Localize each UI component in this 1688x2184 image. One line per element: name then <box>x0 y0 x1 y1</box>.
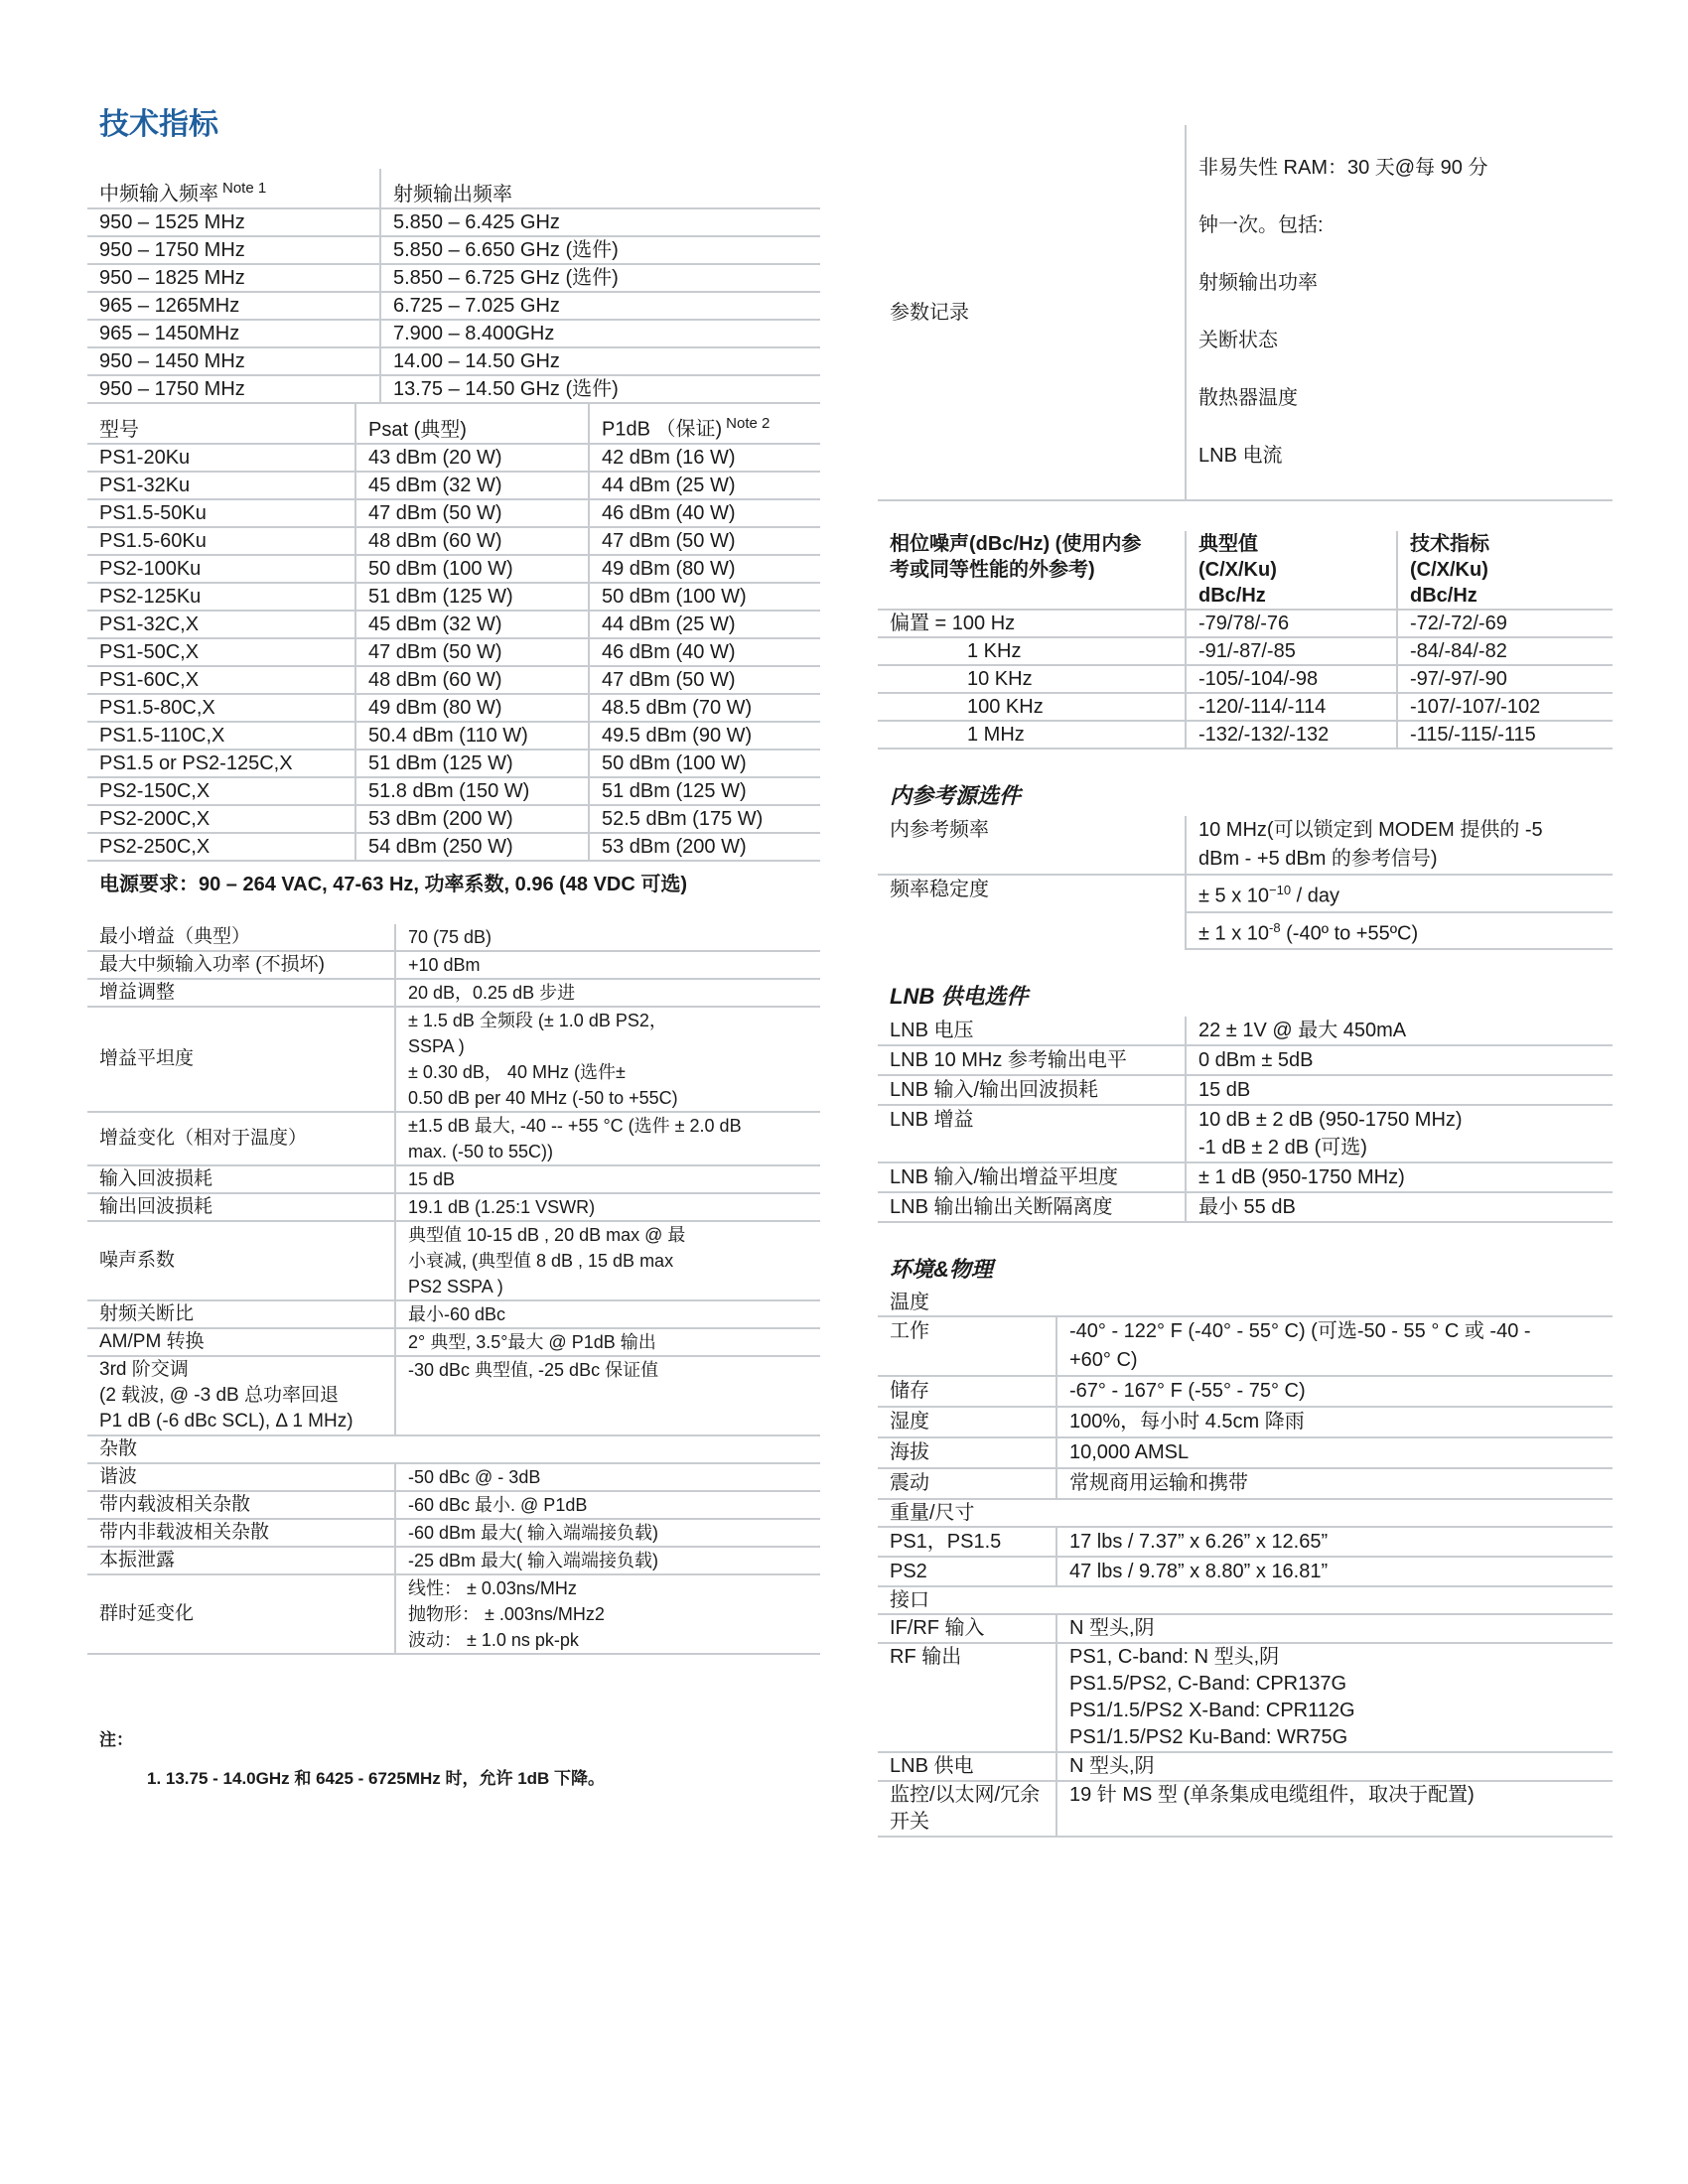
rf-output-range: 13.75 – 14.50 GHz (选件) <box>380 375 820 403</box>
psat-value: 51.8 dBm (150 W) <box>355 777 589 805</box>
p1db-value: 50 dBm (100 W) <box>589 583 820 611</box>
param-log-label: 参数记录 <box>878 125 1186 500</box>
conn-value: PS1, C-band: N 型头,阴 PS1.5/PS2, C-Band: CPR137G PS1/1.5/PS2 X-Band: CPR112G PS1/1.5/PS2 Ku-Band: WR75G <box>1056 1643 1613 1752</box>
model-table <box>87 404 820 862</box>
psat-value: 49 dBm (80 W) <box>355 694 589 722</box>
model-name: PS1-32C,X <box>87 611 355 638</box>
frequency-row <box>87 320 820 347</box>
model-name: PS2-150C,X <box>87 777 355 805</box>
psat-value: 50.4 dBm (110 W) <box>355 722 589 750</box>
temp-row <box>878 1437 1613 1468</box>
rf-output-range: 6.725 – 7.025 GHz <box>380 292 820 320</box>
weight-row <box>878 1527 1613 1557</box>
temp-value: -67° - 167° F (-55° - 75° C) <box>1056 1376 1613 1407</box>
p1db-value: 49 dBm (80 W) <box>589 555 820 583</box>
model-row <box>87 527 820 555</box>
spec-value: -30 dBc 典型值, -25 dBc 保证值 <box>395 1356 820 1435</box>
stability-tail-2: (-40º to +55ºC) <box>1280 922 1419 945</box>
p1db-value: 53 dBm (200 W) <box>589 833 820 861</box>
psat-value: 50 dBm (100 W) <box>355 555 589 583</box>
ref-stability-row-2 <box>878 912 1613 950</box>
spurious-row <box>87 1547 820 1574</box>
typical-value: -105/-104/-98 <box>1186 665 1397 693</box>
model-row <box>87 555 820 583</box>
weight-item: PS1，PS1.5 <box>878 1527 1056 1557</box>
conn-row <box>878 1614 1613 1643</box>
model-name: PS1.5-80C,X <box>87 694 355 722</box>
psat-value: 51 dBm (125 W) <box>355 583 589 611</box>
spec-header: 技术指标 (C/X/Ku) dBc/Hz <box>1397 531 1613 610</box>
model-row <box>87 722 820 750</box>
if-input-range: 965 – 1265MHz <box>87 292 380 320</box>
model-row <box>87 472 820 499</box>
param-log-line: 非易失性 RAM：30 天@每 90 分 <box>1198 157 1488 179</box>
typical-header: 典型值 (C/X/Ku) dBc/Hz <box>1186 531 1397 610</box>
spurious-row <box>87 1574 820 1654</box>
spec-label: 射频关断比 <box>87 1300 395 1328</box>
spec-value: 2° 典型, 3.5°最大 @ P1dB 输出 <box>395 1328 820 1356</box>
p1db-value: 42 dBm (16 W) <box>589 444 820 472</box>
typical-value: -79/78/-76 <box>1186 610 1397 637</box>
spec-value: -72/-72/-69 <box>1397 610 1613 637</box>
spurious-label: 带内载波相关杂散 <box>87 1491 395 1519</box>
param-log-table <box>878 125 1613 501</box>
p1db-value: 47 dBm (50 W) <box>589 666 820 694</box>
notes-label: 注： <box>99 1730 133 1749</box>
if-input-range: 965 – 1450MHz <box>87 320 380 347</box>
conn-item: 监控/以太网/冗余 开关 <box>878 1781 1056 1837</box>
param-log-line: 射频输出功率 <box>1198 272 1318 294</box>
temp-row <box>878 1376 1613 1407</box>
spec-row <box>87 1112 820 1165</box>
offset-label: 100 KHz <box>878 693 1186 721</box>
p1db-value: 48.5 dBm (70 W) <box>589 694 820 722</box>
note-item: 1. 13.75 - 14.0GHz 和 6425 - 6725MHz 时，允许 1dB 下降。 <box>147 1769 606 1788</box>
spurious-label: 谐波 <box>87 1463 395 1491</box>
model-row <box>87 750 820 777</box>
temp-item: 湿度 <box>878 1407 1056 1437</box>
phase-noise-row <box>878 665 1613 693</box>
conn-row <box>878 1643 1613 1752</box>
spec-row <box>87 1300 820 1328</box>
temp-item: 工作 <box>878 1316 1056 1376</box>
phase-noise-row <box>878 610 1613 637</box>
spec-label: 3rd 阶交调 (2 载波, @ -3 dB 总功率回退 P1 dB (-6 dBc SCL), Δ 1 MHz) <box>87 1356 395 1435</box>
spurious-label: 群时延变化 <box>87 1574 395 1654</box>
temp-label: 温度 <box>878 1290 1613 1316</box>
lnb-label: LNB 输入/输出增益平坦度 <box>878 1162 1186 1192</box>
temp-value: 100%，每小时 4.5cm 降雨 <box>1056 1407 1613 1437</box>
rf-output-header: 射频输出频率 <box>380 169 820 208</box>
temp-row <box>878 1316 1613 1376</box>
p1db-value: 52.5 dBm (175 W) <box>589 805 820 833</box>
ref-freq-label: 内参考频率 <box>878 816 1186 875</box>
spec-value: ±1.5 dB 最大, -40 -- +55 °C (选件 ± 2.0 dB max. (-50 to 55C)) <box>395 1112 820 1165</box>
phase-noise-title: 相位噪声(dBc/Hz) (使用内参 考或同等性能的外参考) <box>878 531 1186 610</box>
spec-value: -115/-115/-115 <box>1397 721 1613 749</box>
typical-value: -132/-132/-132 <box>1186 721 1397 749</box>
typical-value: -91/-87/-85 <box>1186 637 1397 665</box>
temp-item: 震动 <box>878 1468 1056 1499</box>
param-log-line: 关断状态 <box>1198 330 1278 351</box>
model-name: PS1-32Ku <box>87 472 355 499</box>
lnb-value: 15 dB <box>1186 1075 1613 1105</box>
spec-row <box>87 1328 820 1356</box>
stability-value-2: ± 1 x 10 <box>1198 922 1270 945</box>
internal-ref-table <box>878 816 1613 950</box>
temp-row <box>878 1468 1613 1499</box>
offset-label: 1 MHz <box>878 721 1186 749</box>
spurious-value: 线性： ± 0.03ns/MHz 抛物形： ± .003ns/MHz2 波动： ± 1.0 ns pk-pk <box>395 1574 820 1654</box>
psat-value: 45 dBm (32 W) <box>355 472 589 499</box>
typical-value: -120/-114/-114 <box>1186 693 1397 721</box>
phase-noise-row <box>878 721 1613 749</box>
p1db-value: 46 dBm (40 W) <box>589 499 820 527</box>
stability-tail-1: / day <box>1291 885 1339 907</box>
psat-header: Psat (典型) <box>355 404 589 444</box>
model-name: PS1.5 or PS2-125C,X <box>87 750 355 777</box>
lnb-label: LNB 输入/输出回波损耗 <box>878 1075 1186 1105</box>
spec-row <box>87 1356 820 1435</box>
if-input-header: 中频输入频率 <box>99 184 218 205</box>
spec-value: ± 1.5 dB 全频段 (± 1.0 dB PS2， SSPA ) ± 0.30 dB， 40 MHz (选件± 0.50 dB per 40 MHz (-50 to +55C) <box>395 1007 820 1112</box>
rf-output-range: 14.00 – 14.50 GHz <box>380 347 820 375</box>
right-column <box>878 125 1613 1838</box>
param-log-line: 钟一次。包括: <box>1198 214 1324 236</box>
ref-stability-label: 频率稳定度 <box>890 879 989 900</box>
spec-row <box>87 1221 820 1300</box>
conn-item: IF/RF 输入 <box>878 1614 1056 1643</box>
conn-value: 19 针 MS 型 (单条集成电缆组件，取决于配置) <box>1056 1781 1613 1837</box>
lnb-table <box>878 1017 1613 1223</box>
phase-noise-header <box>878 531 1613 610</box>
ref-freq-value: 10 MHz(可以锁定到 MODEM 提供的 -5 dBm - +5 dBm 的参考信号) <box>1186 816 1613 875</box>
notes <box>99 1725 605 1789</box>
spurious-value: -60 dBc 最小. @ P1dB <box>395 1491 820 1519</box>
temp-value: -40° - 122° F (-40° - 55° C) (可选-50 - 55 ° C 或 -40 - +60° C) <box>1056 1316 1613 1376</box>
model-name: PS2-200C,X <box>87 805 355 833</box>
internal-ref-title: 内参考源选件 <box>890 783 1022 808</box>
spurious-row <box>87 1491 820 1519</box>
spec-label: AM/PM 转换 <box>87 1328 395 1356</box>
spec-row <box>87 924 820 951</box>
frequency-row <box>87 208 820 236</box>
rf-output-range: 5.850 – 6.650 GHz (选件) <box>380 236 820 264</box>
spurious-label: 杂散 <box>87 1435 820 1463</box>
weight-row <box>878 1557 1613 1586</box>
psat-value: 54 dBm (250 W) <box>355 833 589 861</box>
psat-value: 53 dBm (200 W) <box>355 805 589 833</box>
spec-label: 增益调整 <box>87 979 395 1007</box>
p1db-value: 50 dBm (100 W) <box>589 750 820 777</box>
if-input-range: 950 – 1750 MHz <box>87 375 380 403</box>
model-name: PS1-60C,X <box>87 666 355 694</box>
p1db-value: 51 dBm (125 W) <box>589 777 820 805</box>
power-requirement: 电源要求：90 – 264 VAC, 47-63 Hz, 功率系数, 0.96 (48 VDC 可选) <box>99 874 688 895</box>
psat-value: 43 dBm (20 W) <box>355 444 589 472</box>
spurious-value: -50 dBc @ - 3dB <box>395 1463 820 1491</box>
spec-value: +10 dBm <box>395 951 820 979</box>
stability-exp-1: −10 <box>1269 883 1292 897</box>
rf-output-range: 7.900 – 8.400GHz <box>380 320 820 347</box>
psat-value: 45 dBm (32 W) <box>355 611 589 638</box>
temp-row <box>878 1407 1613 1437</box>
temp-item: 储存 <box>878 1376 1056 1407</box>
spec-value: 最小-60 dBc <box>395 1300 820 1328</box>
env-title: 环境&物理 <box>890 1257 993 1283</box>
psat-value: 47 dBm (50 W) <box>355 638 589 666</box>
page-title: 技术指标 <box>99 108 218 141</box>
lnb-label: LNB 输出输出关断隔离度 <box>878 1192 1186 1222</box>
conn-item: LNB 供电 <box>878 1752 1056 1781</box>
ref-freq-row <box>878 816 1613 875</box>
model-name: PS1.5-60Ku <box>87 527 355 555</box>
conn-group-row <box>878 1586 1613 1614</box>
psat-value: 51 dBm (125 W) <box>355 750 589 777</box>
spurious-label: 带内非载波相关杂散 <box>87 1519 395 1547</box>
p1db-header: P1dB （保证) <box>602 419 723 441</box>
model-row <box>87 499 820 527</box>
frequency-row <box>87 236 820 264</box>
spec-value: 20 dB，0.25 dB 步进 <box>395 979 820 1007</box>
weight-group-row <box>878 1499 1613 1527</box>
model-row <box>87 833 820 861</box>
model-table-header <box>87 404 820 444</box>
spurious-row <box>87 1463 820 1491</box>
spec-label: 最大中频输入功率 (不损坏) <box>87 951 395 979</box>
spec-label: 增益变化（相对于温度） <box>87 1112 395 1165</box>
lnb-label: LNB 10 MHz 参考输出电平 <box>878 1045 1186 1075</box>
spurious-row <box>87 1519 820 1547</box>
model-row <box>87 777 820 805</box>
p1db-value: 49.5 dBm (90 W) <box>589 722 820 750</box>
spec-value: -84/-84/-82 <box>1397 637 1613 665</box>
stability-exp-2: -8 <box>1269 919 1281 935</box>
if-input-range: 950 – 1750 MHz <box>87 236 380 264</box>
weight-value: 47 lbs / 9.78” x 8.80” x 16.81” <box>1056 1557 1613 1586</box>
if-input-range: 950 – 1525 MHz <box>87 208 380 236</box>
env-table <box>878 1290 1613 1838</box>
frequency-row <box>87 375 820 403</box>
spec-row <box>87 951 820 979</box>
conn-label: 接口 <box>878 1586 1613 1614</box>
note-2-ref: Note 2 <box>726 415 771 433</box>
lnb-label: LNB 增益 <box>878 1105 1186 1162</box>
frequency-table <box>87 169 820 404</box>
lnb-value: 0 dBm ± 5dB <box>1186 1045 1613 1075</box>
left-column <box>87 169 820 1655</box>
temp-group-row <box>878 1290 1613 1316</box>
p1db-value: 47 dBm (50 W) <box>589 527 820 555</box>
lnb-row <box>878 1045 1613 1075</box>
frequency-row <box>87 264 820 292</box>
if-input-range: 950 – 1450 MHz <box>87 347 380 375</box>
model-row <box>87 805 820 833</box>
spec-value: 15 dB <box>395 1165 820 1193</box>
spurious-value: -25 dBm 最大( 输入端端接负载) <box>395 1547 820 1574</box>
offset-label: 偏置 = 100 Hz <box>878 610 1186 637</box>
lnb-value: 最小 55 dB <box>1186 1192 1613 1222</box>
spec-value: -97/-97/-90 <box>1397 665 1613 693</box>
spec-label: 最小增益（典型） <box>87 924 395 951</box>
param-log-row <box>878 125 1613 500</box>
note-1-ref: Note 1 <box>222 180 267 198</box>
frequency-row <box>87 292 820 320</box>
psat-value: 47 dBm (50 W) <box>355 499 589 527</box>
spec-row <box>87 979 820 1007</box>
param-log-line: 散热器温度 <box>1198 387 1298 409</box>
conn-value: N 型头,阴 <box>1056 1614 1613 1643</box>
psat-value: 48 dBm (60 W) <box>355 666 589 694</box>
model-name: PS2-250C,X <box>87 833 355 861</box>
lnb-title: LNB 供电选件 <box>890 984 1029 1010</box>
spec-label: 增益平坦度 <box>87 1007 395 1112</box>
spec-value: -107/-107/-102 <box>1397 693 1613 721</box>
lnb-row <box>878 1162 1613 1192</box>
lnb-value: 10 dB ± 2 dB (950-1750 MHz) -1 dB ± 2 dB (可选) <box>1186 1105 1613 1162</box>
model-row <box>87 638 820 666</box>
model-name: PS2-125Ku <box>87 583 355 611</box>
ref-stability-row <box>878 875 1613 912</box>
lnb-value: 22 ± 1V @ 最大 450mA <box>1186 1017 1613 1045</box>
phase-noise-row <box>878 693 1613 721</box>
lnb-row <box>878 1192 1613 1222</box>
model-row <box>87 444 820 472</box>
model-row <box>87 611 820 638</box>
temp-value: 10,000 AMSL <box>1056 1437 1613 1468</box>
frequency-row <box>87 347 820 375</box>
spurious-label: 本振泄露 <box>87 1547 395 1574</box>
temp-value: 常规商用运输和携带 <box>1056 1468 1613 1499</box>
weight-item: PS2 <box>878 1557 1056 1586</box>
model-name: PS1-50C,X <box>87 638 355 666</box>
lnb-row <box>878 1075 1613 1105</box>
lnb-label: LNB 电压 <box>878 1017 1186 1045</box>
spec-table <box>87 924 820 1655</box>
conn-item: RF 输出 <box>878 1643 1056 1752</box>
rf-output-range: 5.850 – 6.425 GHz <box>380 208 820 236</box>
spurious-value: -60 dBm 最大( 输入端端接负载) <box>395 1519 820 1547</box>
p1db-value: 44 dBm (25 W) <box>589 611 820 638</box>
param-log-line: LNB 电流 <box>1198 445 1283 467</box>
conn-row <box>878 1752 1613 1781</box>
model-name: PS1-20Ku <box>87 444 355 472</box>
spec-value: 19.1 dB (1.25:1 VSWR) <box>395 1193 820 1221</box>
model-name: PS1.5-110C,X <box>87 722 355 750</box>
model-row <box>87 583 820 611</box>
phase-noise-table <box>878 531 1613 750</box>
if-input-range: 950 – 1825 MHz <box>87 264 380 292</box>
model-name: PS1.5-50Ku <box>87 499 355 527</box>
weight-label: 重量/尺寸 <box>878 1499 1613 1527</box>
lnb-row <box>878 1105 1613 1162</box>
model-row <box>87 694 820 722</box>
rf-output-range: 5.850 – 6.725 GHz (选件) <box>380 264 820 292</box>
p1db-value: 44 dBm (25 W) <box>589 472 820 499</box>
spec-label: 输出回波损耗 <box>87 1193 395 1221</box>
p1db-value: 46 dBm (40 W) <box>589 638 820 666</box>
lnb-row <box>878 1017 1613 1045</box>
weight-value: 17 lbs / 7.37” x 6.26” x 12.65” <box>1056 1527 1613 1557</box>
spec-row <box>87 1165 820 1193</box>
stability-value-1: ± 5 x 10 <box>1198 885 1270 907</box>
model-row <box>87 666 820 694</box>
conn-row <box>878 1781 1613 1837</box>
spurious-group-row <box>87 1435 820 1463</box>
conn-value: N 型头,阴 <box>1056 1752 1613 1781</box>
spec-value: 70 (75 dB) <box>395 924 820 951</box>
spec-row <box>87 1007 820 1112</box>
model-header: 型号 <box>87 404 355 444</box>
offset-label: 10 KHz <box>878 665 1186 693</box>
spec-label: 输入回波损耗 <box>87 1165 395 1193</box>
phase-noise-row <box>878 637 1613 665</box>
frequency-table-header <box>87 169 820 208</box>
offset-label: 1 KHz <box>878 637 1186 665</box>
spec-label: 噪声系数 <box>87 1221 395 1300</box>
temp-item: 海拔 <box>878 1437 1056 1468</box>
spec-row <box>87 1193 820 1221</box>
psat-value: 48 dBm (60 W) <box>355 527 589 555</box>
spec-value: 典型值 10-15 dB , 20 dB max @ 最 小衰减, (典型值 8 dB , 15 dB max PS2 SSPA ) <box>395 1221 820 1300</box>
model-name: PS2-100Ku <box>87 555 355 583</box>
lnb-value: ± 1 dB (950-1750 MHz) <box>1186 1162 1613 1192</box>
